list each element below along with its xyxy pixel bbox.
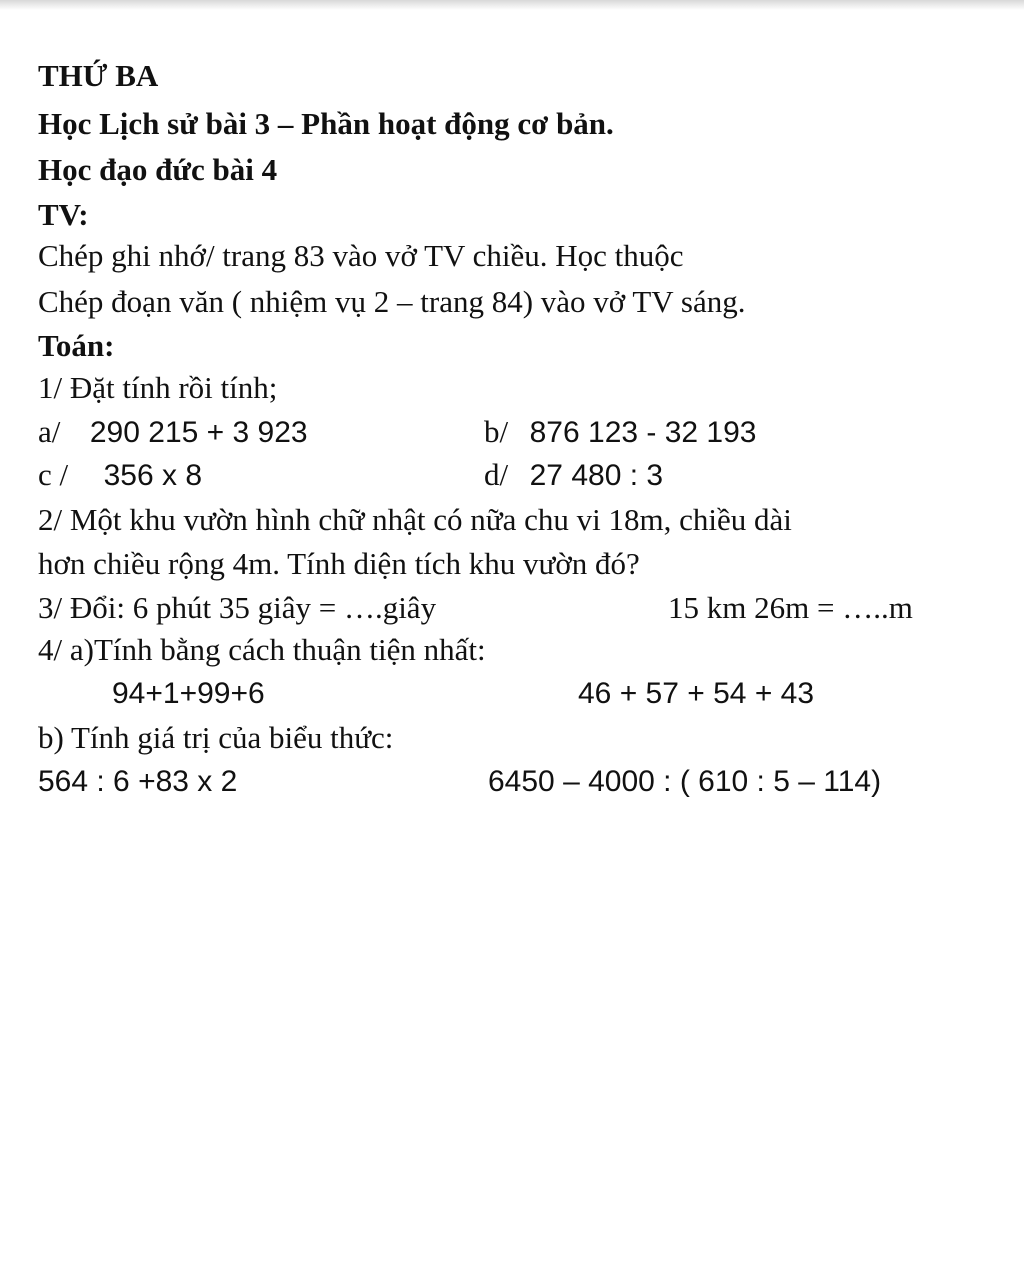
day-heading: THỨ BA (38, 58, 159, 93)
exercise-4b-right: 6450 – 4000 : ( 610 : 5 – 114) (488, 765, 882, 798)
exercise-1a-label: a/ (38, 414, 61, 449)
tv-task-1: Chép ghi nhớ/ trang 83 vào vở TV chiều. Học thuộc (38, 238, 684, 273)
exercise-1c-expression: 356 x 8 (103, 459, 203, 492)
exercise-4a-title: 4/ a)Tính bằng cách thuận tiện nhất: (38, 632, 486, 667)
exercise-1b (484, 414, 757, 451)
exercise-1a (38, 414, 308, 451)
tv-heading: TV: (38, 197, 89, 232)
top-edge-shadow (0, 0, 1024, 10)
exercise-1d (484, 457, 663, 494)
exercise-1d-expression: 27 480 : 3 (529, 459, 664, 492)
history-line: Học Lịch sử bài 3 – Phần hoạt động cơ bản. (38, 106, 614, 141)
exercise-4a-right: 46 + 57 + 54 + 43 (578, 677, 815, 710)
exercise-1c (38, 457, 202, 494)
exercise-3-right: 15 km 26m = …..m (668, 590, 913, 625)
math-heading: Toán: (38, 328, 115, 363)
exercise-1d-label: d/ (484, 457, 509, 492)
exercise-4b-title: b) Tính giá trị của biểu thức: (38, 720, 394, 755)
tv-task-2: Chép đoạn văn ( nhiệm vụ 2 – trang 84) vào vở TV sáng. (38, 284, 746, 319)
exercise-2-line-1: 2/ Một khu vườn hình chữ nhật có nữa chu vi 18m, chiều dài (38, 502, 792, 537)
exercise-1a-expression: 290 215 + 3 923 (89, 416, 308, 449)
exercise-1c-label: c / (38, 457, 69, 492)
ethics-line: Học đạo đức bài 4 (38, 152, 278, 187)
exercise-2-line-2: hơn chiều rộng 4m. Tính diện tích khu vườn đó? (38, 546, 640, 581)
exercise-4a-left: 94+1+99+6 (112, 677, 265, 710)
exercise-1b-expression: 876 123 - 32 193 (529, 416, 757, 449)
exercise-3-left: 3/ Đổi: 6 phút 35 giây = ….giây (38, 590, 437, 625)
exercise-4b-left: 564 : 6 +83 x 2 (38, 765, 238, 798)
exercise-1b-label: b/ (484, 414, 509, 449)
exercise-1-title: 1/ Đặt tính rồi tính; (38, 370, 278, 405)
